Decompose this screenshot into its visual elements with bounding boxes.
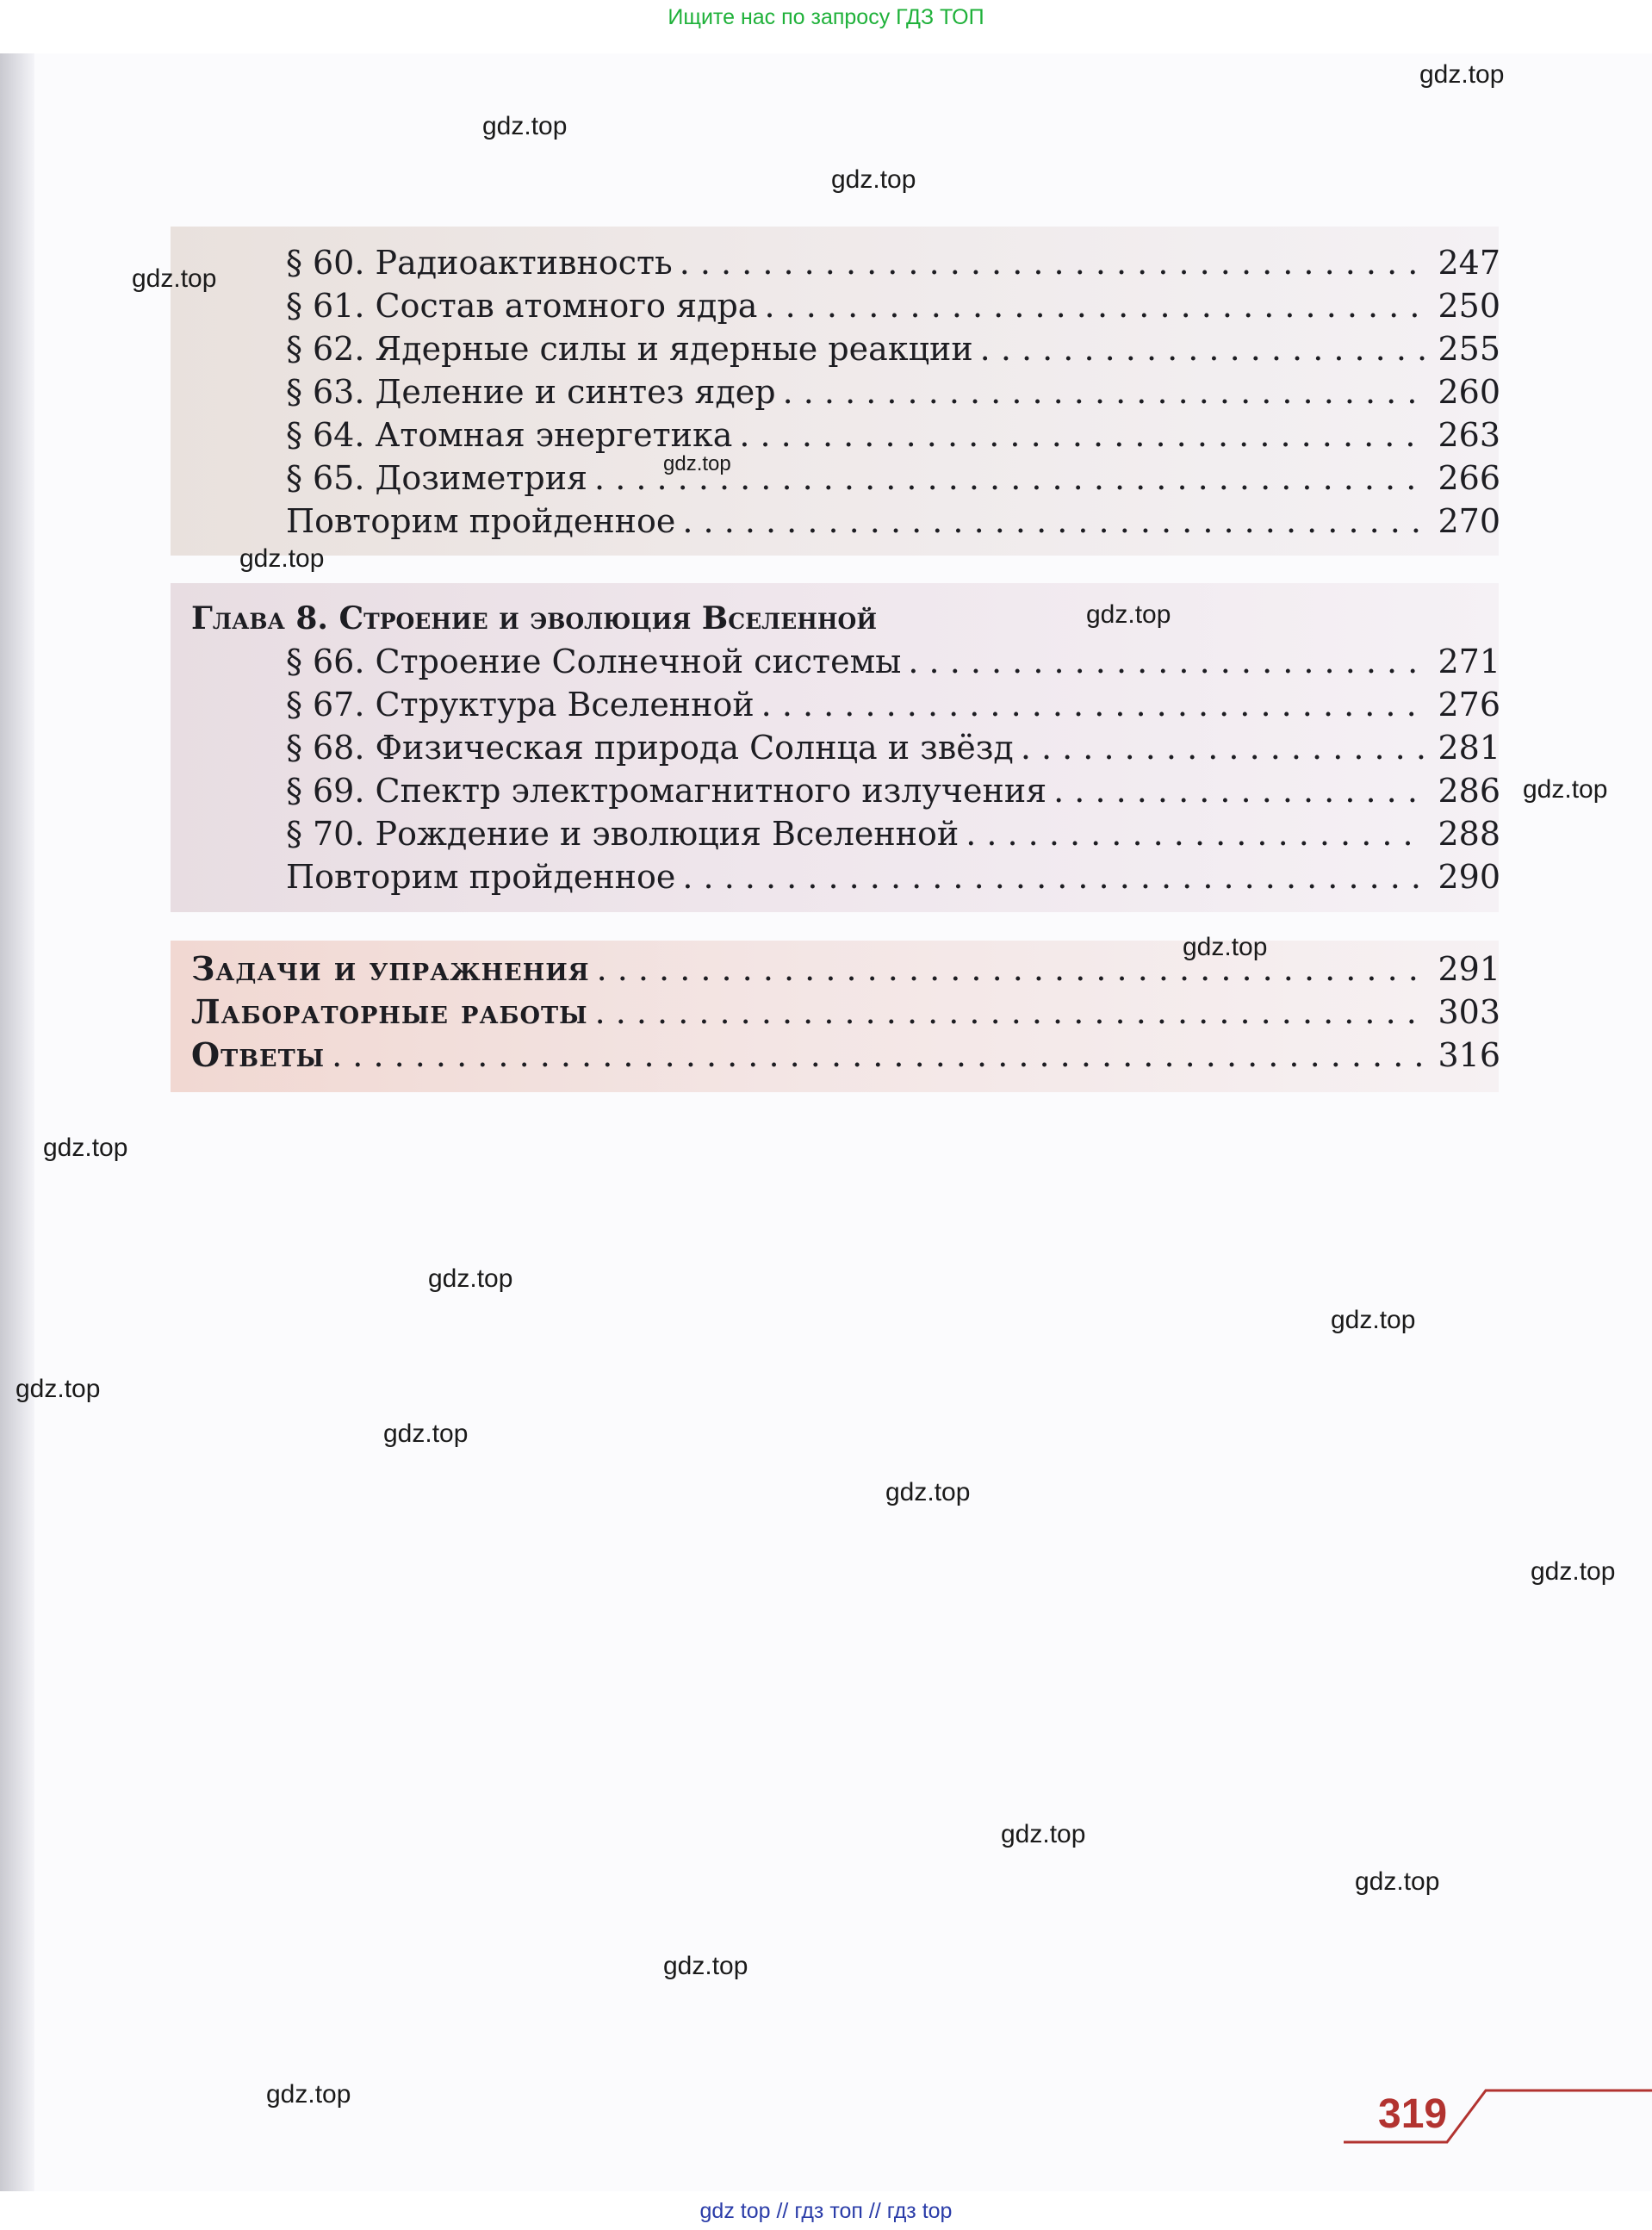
dot-leader [764, 284, 1425, 327]
toc-entry-label: 66. Строение Солнечной системы [313, 643, 902, 680]
section-sign: § [286, 287, 302, 325]
toc-entry-label: 64. Атомная энергетика [313, 416, 733, 454]
section-sign: § [286, 815, 302, 853]
page-spine-shadow [0, 53, 34, 2191]
watermark: gdz.top [43, 1134, 128, 1162]
toc-row [286, 284, 1500, 327]
section-sign: § [286, 686, 302, 724]
watermark: gdz.top [831, 165, 916, 194]
toc-page-number: 263 [1438, 416, 1500, 454]
toc-row [191, 991, 1500, 1034]
section-sign: § [286, 416, 302, 454]
dot-leader [1053, 769, 1425, 812]
toc-row [286, 241, 1500, 284]
section-sign: § [286, 244, 302, 282]
watermark: gdz.top [1183, 933, 1268, 961]
section-sign: § [286, 772, 302, 810]
dot-leader [761, 683, 1426, 726]
watermark: gdz.top [1331, 1306, 1416, 1334]
toc-entry-label: 68. Физическая природа Солнца и звёзд [313, 729, 1014, 767]
toc-row [286, 683, 1500, 726]
toc-row [286, 413, 1500, 457]
toc-entry-label: 69. Спектр электромагнитного излучения [313, 772, 1047, 810]
toc-row [286, 370, 1500, 413]
watermark: gdz.top [428, 1264, 513, 1293]
dot-leader [1021, 726, 1426, 769]
toc-page-number: 271 [1438, 643, 1500, 680]
toc-row [286, 640, 1500, 683]
toc-page-number: 288 [1438, 815, 1500, 853]
toc-row [286, 726, 1500, 769]
toc-entry-label: Задачи и упражнения [191, 949, 590, 988]
watermark: gdz.top [1419, 60, 1505, 89]
toc-row [286, 812, 1500, 855]
watermark: gdz.top [663, 1952, 748, 1980]
toc-page-number: 270 [1438, 502, 1500, 540]
toc-row [286, 457, 1500, 500]
toc-page-number: 266 [1438, 459, 1500, 497]
watermark: gdz.top [885, 1478, 971, 1506]
toc-row [286, 769, 1500, 812]
chapter-heading: Глава 8. Строение и эволюция Вселенной [191, 600, 877, 637]
dot-leader [682, 855, 1425, 898]
watermark: gdz.top [1523, 775, 1608, 804]
toc-page-number: 291 [1438, 950, 1500, 988]
section-sign: § [286, 459, 302, 497]
toc-page-number: 247 [1438, 244, 1500, 282]
dot-leader [680, 241, 1426, 284]
toc-page-number: 255 [1438, 330, 1500, 368]
toc-page-number: 286 [1438, 772, 1500, 810]
bottom-banner[interactable]: gdz top // гдз топ // гдз top [699, 2199, 953, 2223]
toc-page-number: 281 [1438, 729, 1500, 767]
toc-page-number: 250 [1438, 287, 1500, 325]
dot-leader [908, 640, 1425, 683]
section-sign: § [286, 373, 302, 411]
toc-entry-label: 65. Дозиметрия [313, 459, 588, 497]
watermark: gdz.top [663, 452, 731, 475]
toc-page-number: 303 [1438, 993, 1500, 1031]
toc-entry-label: 70. Рождение и эволюция Вселенной [313, 815, 960, 853]
watermark: gdz.top [239, 544, 325, 573]
toc-entry-label: 61. Состав атомного ядра [313, 287, 758, 325]
top-banner[interactable]: Ищите нас по запросу ГДЗ ТОП [668, 5, 984, 29]
toc-entry-label: Ответы [191, 1035, 326, 1074]
watermark: gdz.top [1355, 1867, 1440, 1896]
dot-leader [739, 413, 1425, 457]
watermark: gdz.top [132, 264, 217, 293]
section-sign: § [286, 729, 302, 767]
toc-entry-label: Повторим пройденное [286, 858, 676, 896]
toc-entry-label: 60. Радиоактивность [313, 244, 673, 282]
toc-entry-label: Повторим пройденное [286, 502, 676, 540]
toc-page-number: 316 [1438, 1036, 1500, 1074]
dot-leader [966, 812, 1425, 855]
watermark: gdz.top [266, 2080, 351, 2109]
toc-page-number: 290 [1438, 858, 1500, 896]
toc-row [286, 327, 1500, 370]
toc-entry-label: Лабораторные работы [191, 992, 588, 1031]
watermark: gdz.top [1531, 1557, 1616, 1586]
dot-leader [783, 370, 1426, 413]
dot-leader [682, 500, 1425, 543]
toc-page-number: 260 [1438, 373, 1500, 411]
toc-row-review [286, 855, 1500, 898]
toc-entry-label: 63. Деление и синтез ядер [313, 373, 776, 411]
watermark: gdz.top [383, 1419, 469, 1448]
watermark: gdz.top [482, 112, 568, 140]
toc-entry-label: 67. Структура Вселенной [313, 686, 755, 724]
section-sign: § [286, 330, 302, 368]
dot-leader [332, 1034, 1425, 1077]
toc-entry-label: 62. Ядерные силы и ядерные реакции [313, 330, 973, 368]
watermark: gdz.top [1001, 1820, 1086, 1848]
dot-leader [597, 947, 1426, 991]
page-number: 319 [1378, 2091, 1448, 2137]
toc-row [191, 947, 1500, 991]
dot-leader [595, 991, 1426, 1034]
section-sign: § [286, 643, 302, 680]
watermark: gdz.top [1086, 600, 1171, 629]
watermark: gdz.top [16, 1375, 101, 1403]
toc-row-review [286, 500, 1500, 543]
toc-page-number: 276 [1438, 686, 1500, 724]
dot-leader [980, 327, 1426, 370]
toc-row [191, 1034, 1500, 1077]
